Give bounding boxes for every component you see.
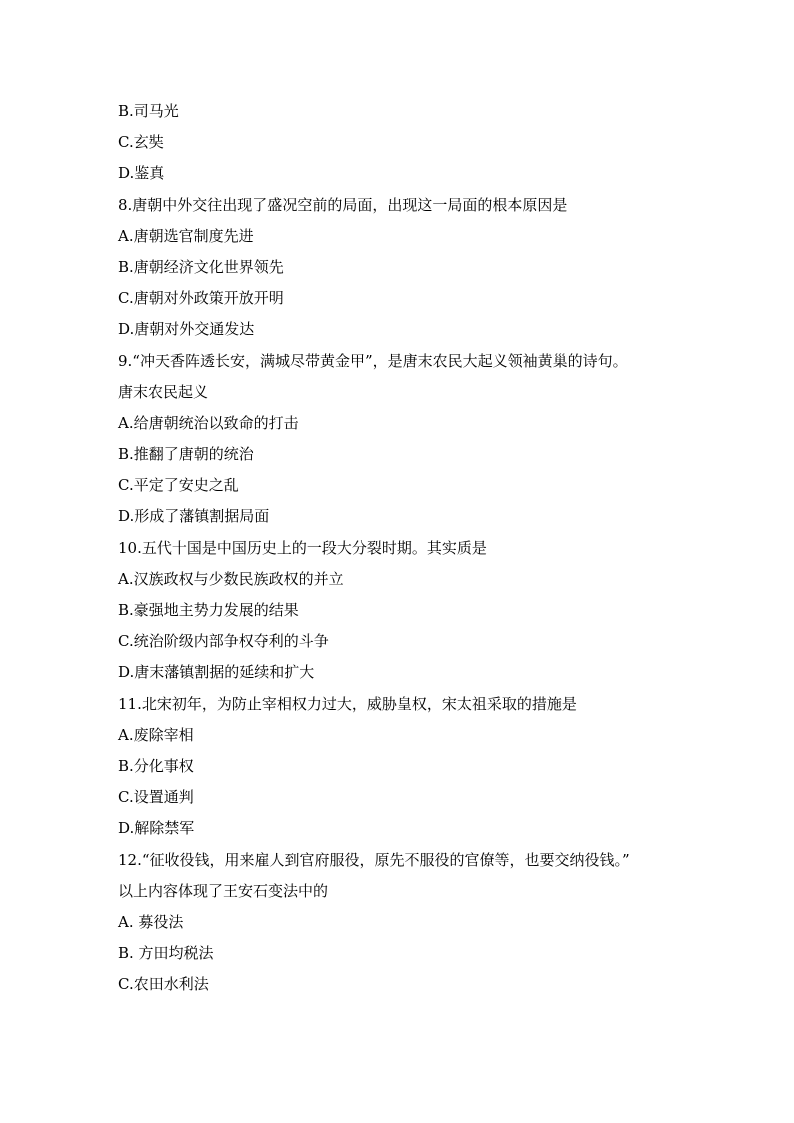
option-c-text: C.农田水利法 <box>118 975 209 994</box>
question-10 <box>118 533 718 689</box>
option-c-text: C.玄奘 <box>118 133 164 152</box>
option-a-text: A.废除宰相 <box>118 725 194 744</box>
option-b-text: B.豪强地主势力发展的结果 <box>118 601 299 619</box>
option-a-text: A.汉族政权与少数民族政权的并立 <box>118 569 344 588</box>
question-8 <box>118 190 718 346</box>
question-stem: 12.“征收役钱，用来雇人到官府服役，原先不服役的官僚等，也要交纳役钱。” <box>118 850 630 869</box>
option-d-text: D.解除禁军 <box>118 819 195 838</box>
option-b-text: B.推翻了唐朝的统治 <box>118 445 254 464</box>
option-a-text: A.唐朝选官制度先进 <box>118 226 254 245</box>
option-a-text: A.给唐朝统治以致命的打击 <box>118 413 299 432</box>
option-d-text: D.形成了藩镇割据局面 <box>118 507 270 526</box>
option-c-text: C.统治阶级内部争权夺利的斗争 <box>118 632 329 651</box>
question-stem: 11.北宋初年，为防止宰相权力过大，威胁皇权，宋太祖采取的措施是 <box>118 694 577 713</box>
question-stem: 8.唐朝中外交往出现了盛况空前的局面，出现这一局面的根本原因是 <box>118 195 568 214</box>
option-b-text: B.分化事权 <box>118 756 194 775</box>
question-stem: 9.“冲天香阵透长安，满城尽带黄金甲”，是唐末农民大起义领袖黄巢的诗句。 <box>118 351 628 370</box>
option-d-text: D.鉴真 <box>118 164 165 183</box>
option-d-text: D.唐朝对外交通发达 <box>118 320 255 339</box>
question-stem-continued: 唐末农民起义 <box>118 382 209 401</box>
question-stem-continued: 以上内容体现了王安石变法中的 <box>118 881 329 900</box>
question-text-column <box>118 96 718 1000</box>
question-stem: 10.五代十国是中国历史上的一段大分裂时期。其实质是 <box>118 538 487 557</box>
option-d-text: D.唐末藩镇割据的延续和扩大 <box>118 663 315 682</box>
option-c-text: C.设置通判 <box>118 788 194 807</box>
question-11 <box>118 689 718 845</box>
question-12 <box>118 845 718 1001</box>
option-c-text: C.唐朝对外政策开放开明 <box>118 289 284 308</box>
option-a-text: A. 募役法 <box>118 912 184 931</box>
option-b-text: B.唐朝经济文化世界领先 <box>118 257 284 276</box>
option-c-text: C.平定了安史之乱 <box>118 476 239 495</box>
question-7-options-continued <box>118 96 718 190</box>
option-b-text: B. 方田均税法 <box>118 944 214 963</box>
question-9 <box>118 346 718 533</box>
option-b-text: B.司马光 <box>118 102 179 120</box>
